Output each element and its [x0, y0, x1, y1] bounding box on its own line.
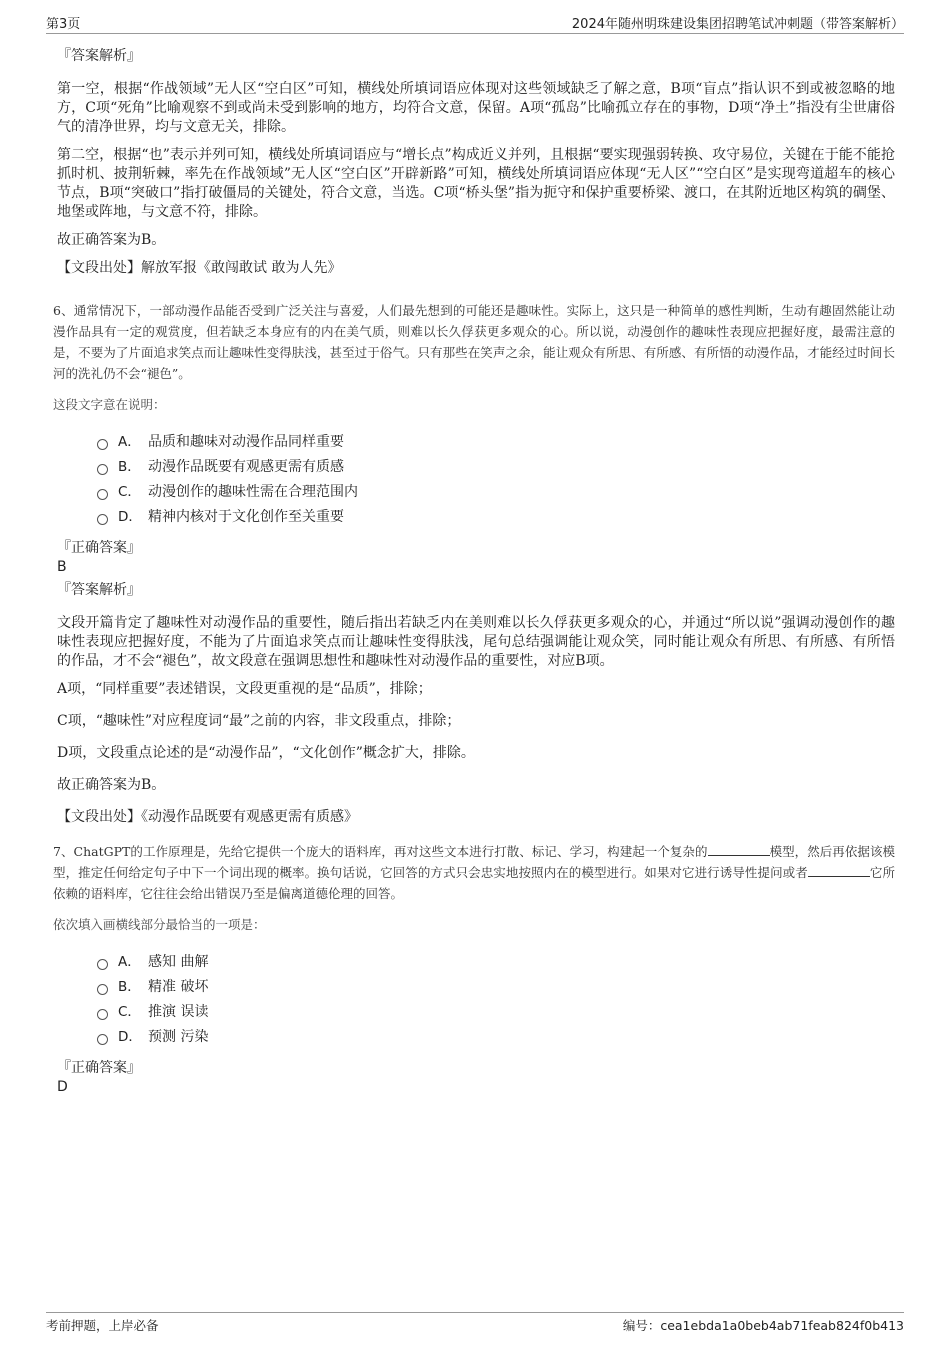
- q5-analysis-p1: 第一空，根据“作战领域”无人区“空白区”可知，横线处所填词语应体现对这些领域缺乏了解之意，B项“盲点”指认识不到或被忽略的地方，C项“死角”比喻观察不到或尚未受到影响的地方，均符合文意，保留。A项“孤岛”比喻孤立存在的事物，D项“净土”指没有尘世庸俗气的清净世界，均与文意无关，排除。: [57, 81, 895, 135]
- option-letter: A．: [118, 954, 141, 970]
- q7-stem: [53, 841, 895, 904]
- radio-icon[interactable]: [97, 959, 108, 970]
- q6-note-d: D项，文段重点论述的是“动漫作品”，“文化创作”概念扩大，排除。: [57, 745, 475, 761]
- q6-analysis: 文段开篇肯定了趣味性对动漫作品的重要性，随后指出若缺乏内在美则难以长久俘获更多观众的心，并通过“所以说”强调动漫创作的趣味性表现应把握好度，不能为了片面追求笑点而让趣味性变得肤浅，尾句总结强调能让观众笑，同时能让观众有所思、有所感、有所悟的作品，才不会“褪色”，故文段意在强调思想性和趣味性对动漫作品的重要性，对应B项。: [57, 615, 895, 669]
- q7-answer-label: 『正确答案』: [57, 1060, 141, 1076]
- option-letter: B．: [118, 979, 141, 995]
- radio-icon[interactable]: [97, 1009, 108, 1020]
- q6-option-b[interactable]: [97, 455, 895, 480]
- option-letter: C．: [118, 1004, 141, 1020]
- q7-stem-part3: 它所依赖的语料库，它往往会给出错误乃至是偏离道德伦理的回答。: [53, 865, 895, 901]
- page-footer: [46, 1312, 904, 1333]
- q7-option-c[interactable]: [97, 1000, 895, 1025]
- q6-note-a: A项，“同样重要”表述错误，文段更重视的是“品质”，排除；: [57, 681, 432, 697]
- q7-option-b[interactable]: [97, 975, 895, 1000]
- option-text: 感知 曲解: [148, 954, 209, 970]
- q6-conclusion: 故正确答案为B。: [57, 777, 166, 793]
- q7-option-d[interactable]: [97, 1025, 895, 1050]
- q5-analysis-label: 『答案解析』: [57, 48, 141, 64]
- footer-slogan: 考前押题，上岸必备: [46, 1318, 159, 1333]
- q5-analysis-p2: 第二空，根据“也”表示并列可知，横线处所填词语应与“增长点”构成近义并列，且根据“要实现强弱转换、攻守易位，关键在于能不能抢抓时机、披荆斩棘，率先在作战领域”无人区“空白区”开辟新路”可知，横线处所填词语应体现“无人区”“空白区”是实现弯道超车的核心节点，B项“突破口”指打破僵局的关键处，符合文意，当选。C项“桥头堡”指为扼守和保护重要桥梁、渡口，在其附近地区构筑的碉堡、地堡或阵地，与文意不符，排除。: [57, 147, 895, 220]
- document-id: 编号：cea1ebda1a0beb4ab71feab824f0b413: [622, 1318, 904, 1333]
- q5-conclusion: 故正确答案为B。: [57, 232, 166, 248]
- radio-icon[interactable]: [97, 439, 108, 450]
- q6-answer: B: [57, 559, 67, 575]
- q7-option-a[interactable]: [97, 950, 895, 975]
- q5-source: 【文段出处】解放军报《敢闯敢试 敢为人先》: [57, 260, 342, 276]
- fill-blank-1: [708, 841, 770, 856]
- q6-prompt: 这段文字意在说明：: [53, 397, 166, 412]
- option-text: 动漫创作的趣味性需在合理范围内: [148, 484, 358, 500]
- q6-analysis-label: 『答案解析』: [57, 582, 141, 598]
- q6-note-c: C项，“趣味性”对应程度词“最”之前的内容，非文段重点，排除；: [57, 713, 461, 729]
- option-text: 预测 污染: [148, 1029, 209, 1045]
- option-letter: D．: [118, 509, 142, 525]
- radio-icon[interactable]: [97, 984, 108, 995]
- page-number: 第3页: [46, 17, 81, 32]
- option-text: 精神内核对于文化创作至关重要: [148, 509, 344, 525]
- option-letter: D．: [118, 1029, 142, 1045]
- q6-answer-label: 『正确答案』: [57, 540, 141, 556]
- option-letter: C．: [118, 484, 141, 500]
- radio-icon[interactable]: [97, 1034, 108, 1045]
- radio-icon[interactable]: [97, 489, 108, 500]
- option-text: 动漫作品既要有观感更需有质感: [148, 459, 344, 475]
- radio-icon[interactable]: [97, 514, 108, 525]
- q7-options: [97, 950, 895, 1050]
- q7-stem-part1: 7、ChatGPT的工作原理是，先给它提供一个庞大的语料库，再对这些文本进行打散、标记、学习，构建起一个复杂的: [53, 844, 708, 859]
- document-title: 2024年随州明珠建设集团招聘笔试冲刺题（带答案解析）: [571, 17, 904, 32]
- radio-icon[interactable]: [97, 464, 108, 475]
- q6-option-d[interactable]: [97, 505, 895, 530]
- option-letter: A．: [118, 434, 141, 450]
- q6-option-a[interactable]: [97, 430, 895, 455]
- q6-options: [97, 430, 895, 530]
- q7-answer: D: [57, 1079, 68, 1095]
- main-content: [53, 46, 895, 1100]
- q7-prompt: 依次填入画横线部分最恰当的一项是：: [53, 917, 266, 932]
- q6-stem: 6、通常情况下，一部动漫作品能否受到广泛关注与喜爱，人们最先想到的可能还是趣味性。实际上，这只是一种简单的感性判断，生动有趣固然能让动漫作品具有一定的观赏度，但若缺乏本身应有的内在美气质，则难以长久俘获更多观众的心。所以说，动漫创作的趣味性表现应把握好度，最需注意的是，不要为了片面追求笑点而让趣味性变得肤浅，甚至过于俗气。只有那些在笑声之余，能让观众有所思、有所感、有所悟的动漫作品，才能经过时间长河的洗礼仍不会“褪色”。: [53, 303, 895, 381]
- fill-blank-2: [808, 862, 870, 877]
- page-header: [46, 13, 904, 34]
- q7-stem-part2: 模型，然后再依据该模型，推定任何给定句子中下一个词出现的概率。换句话说，它回答的方式只会忠实地按照内在的模型进行。如果对它进行诱导性提问或者: [53, 844, 895, 880]
- q6-source: 【文段出处】《动漫作品既要有观感更需有质感》: [57, 809, 358, 825]
- q6-option-c[interactable]: [97, 480, 895, 505]
- option-letter: B．: [118, 459, 141, 475]
- option-text: 推演 误读: [148, 1004, 209, 1020]
- option-text: 品质和趣味对动漫作品同样重要: [148, 434, 344, 450]
- option-text: 精准 破坏: [148, 979, 209, 995]
